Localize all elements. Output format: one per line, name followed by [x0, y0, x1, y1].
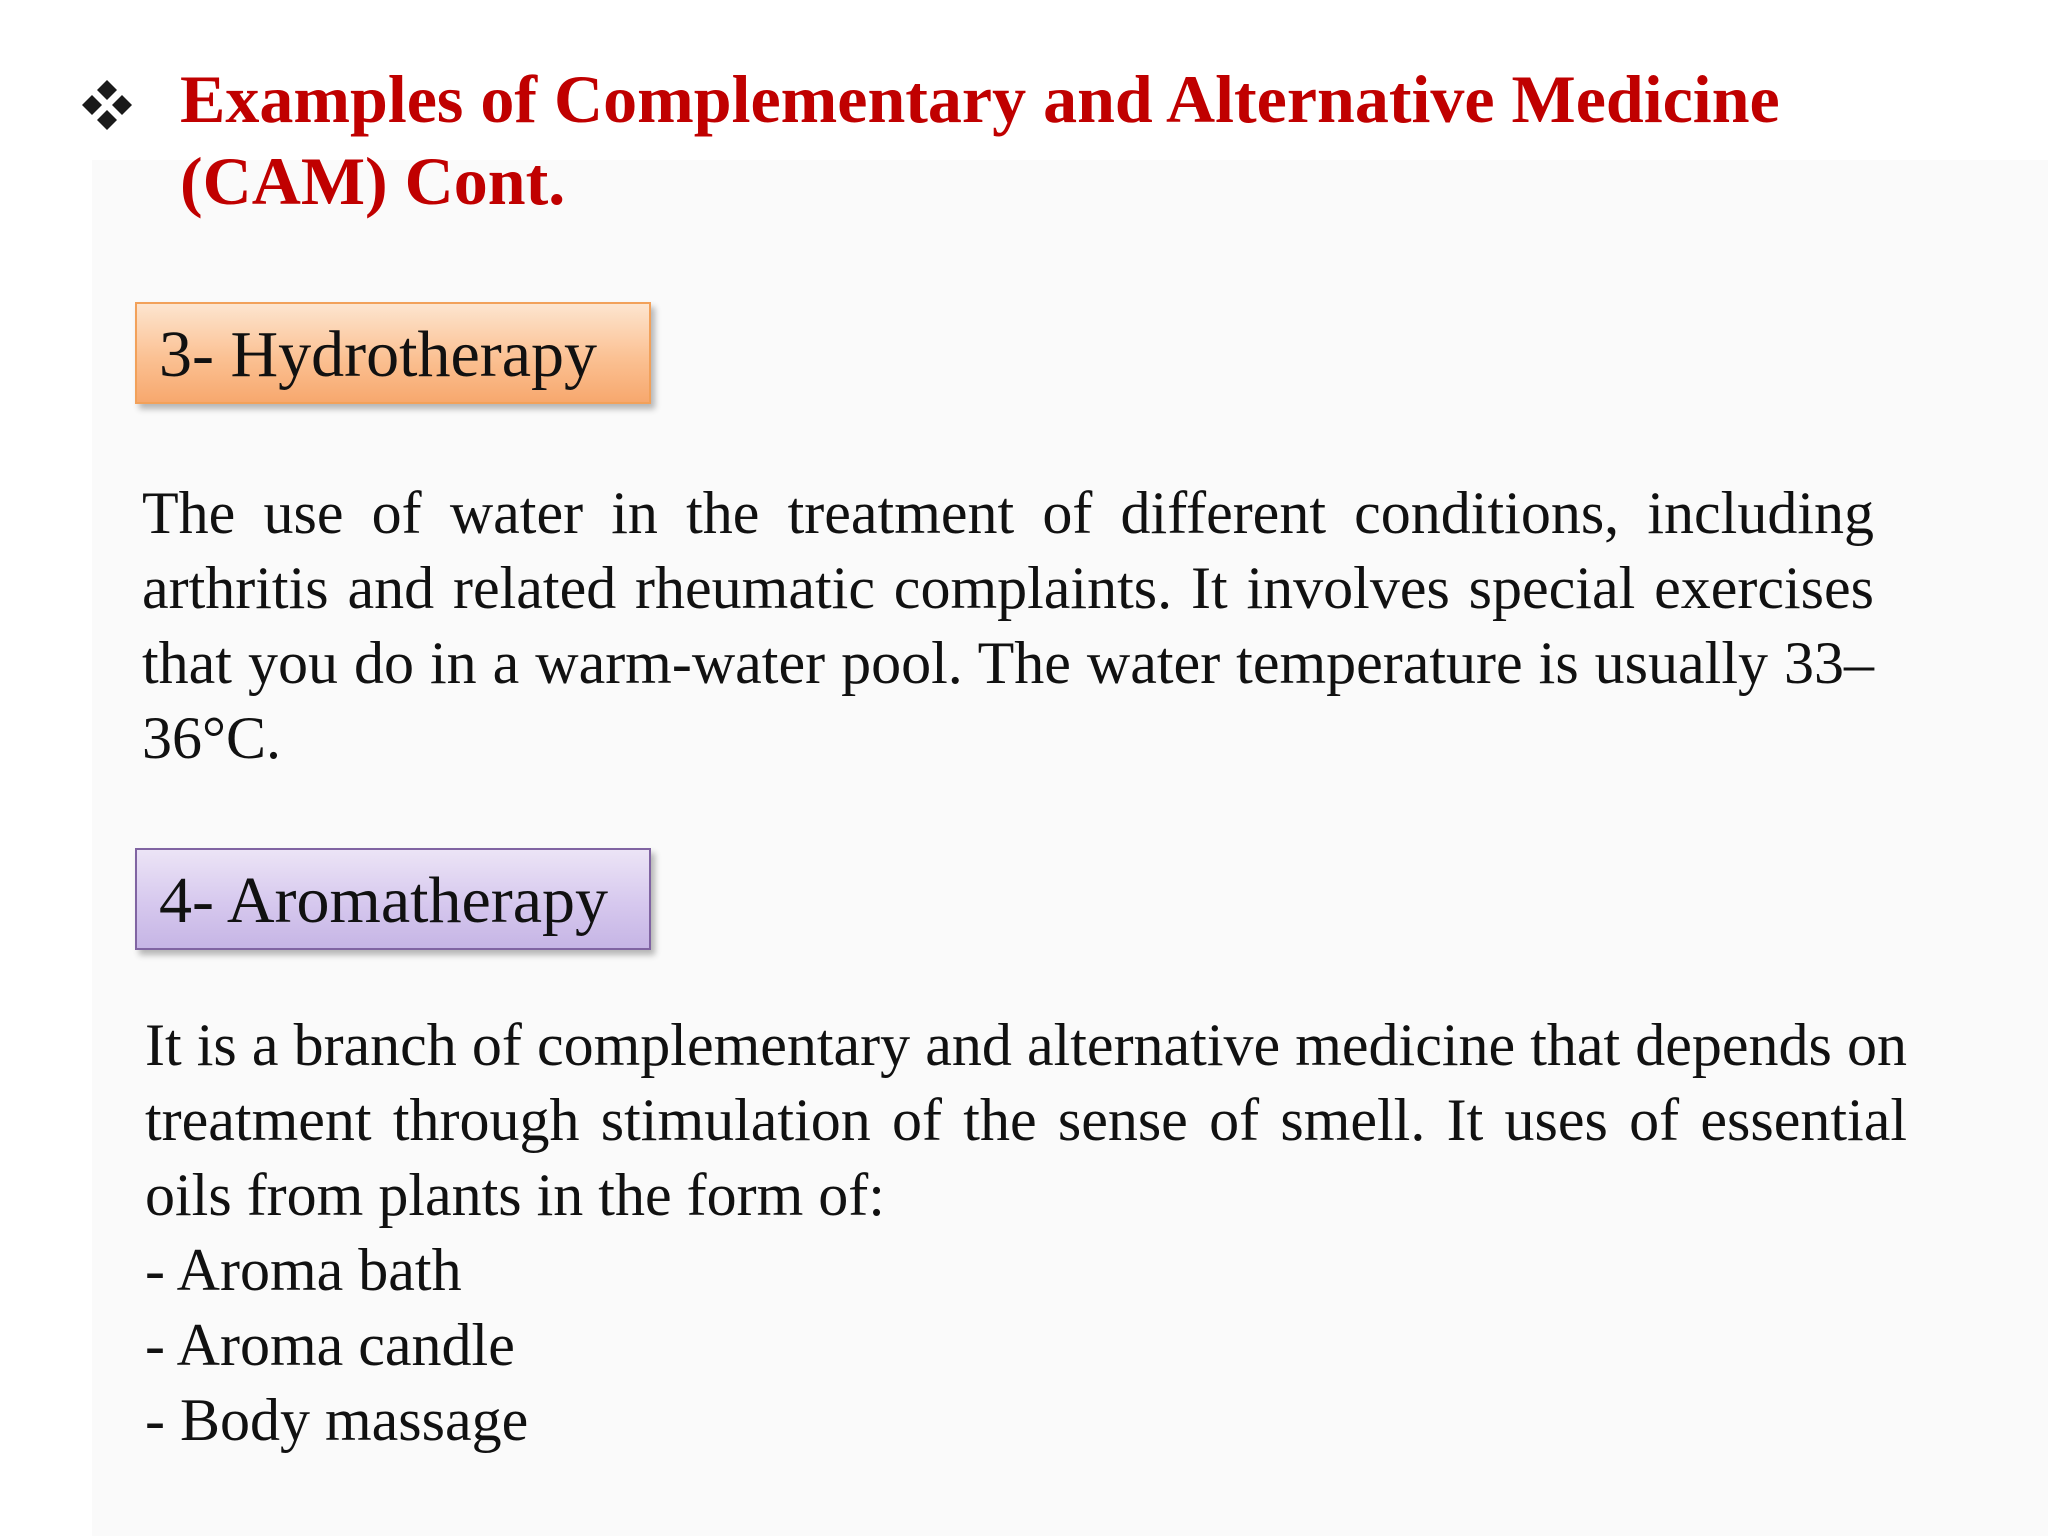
slide-title: Examples of Complementary and Alternative Medicine (CAM) Cont.	[180, 61, 1780, 219]
four-diamond-bullet-icon	[80, 78, 134, 132]
aromatherapy-description: It is a branch of complementary and alternative medicine that depends on treatment through stimulation of the sense of smell. It uses of essential oils from plants in the form of:	[145, 1012, 1907, 1228]
list-item: - Body massage	[145, 1387, 529, 1453]
hydrotherapy-heading: 3- Hydrotherapy	[135, 302, 651, 404]
list-item: - Aroma bath	[145, 1237, 462, 1303]
hydrotherapy-description: The use of water in the treatment of different conditions, including arthritis and related rheumatic complaints. It involves special exercises that you do in a warm-water pool. The water temperature is usually 33–36°C.	[142, 480, 1874, 771]
aromatherapy-heading: 4- Aromatherapy	[135, 848, 651, 950]
list-item: - Aroma candle	[145, 1312, 515, 1378]
aromatherapy-forms-list	[145, 1233, 528, 1458]
